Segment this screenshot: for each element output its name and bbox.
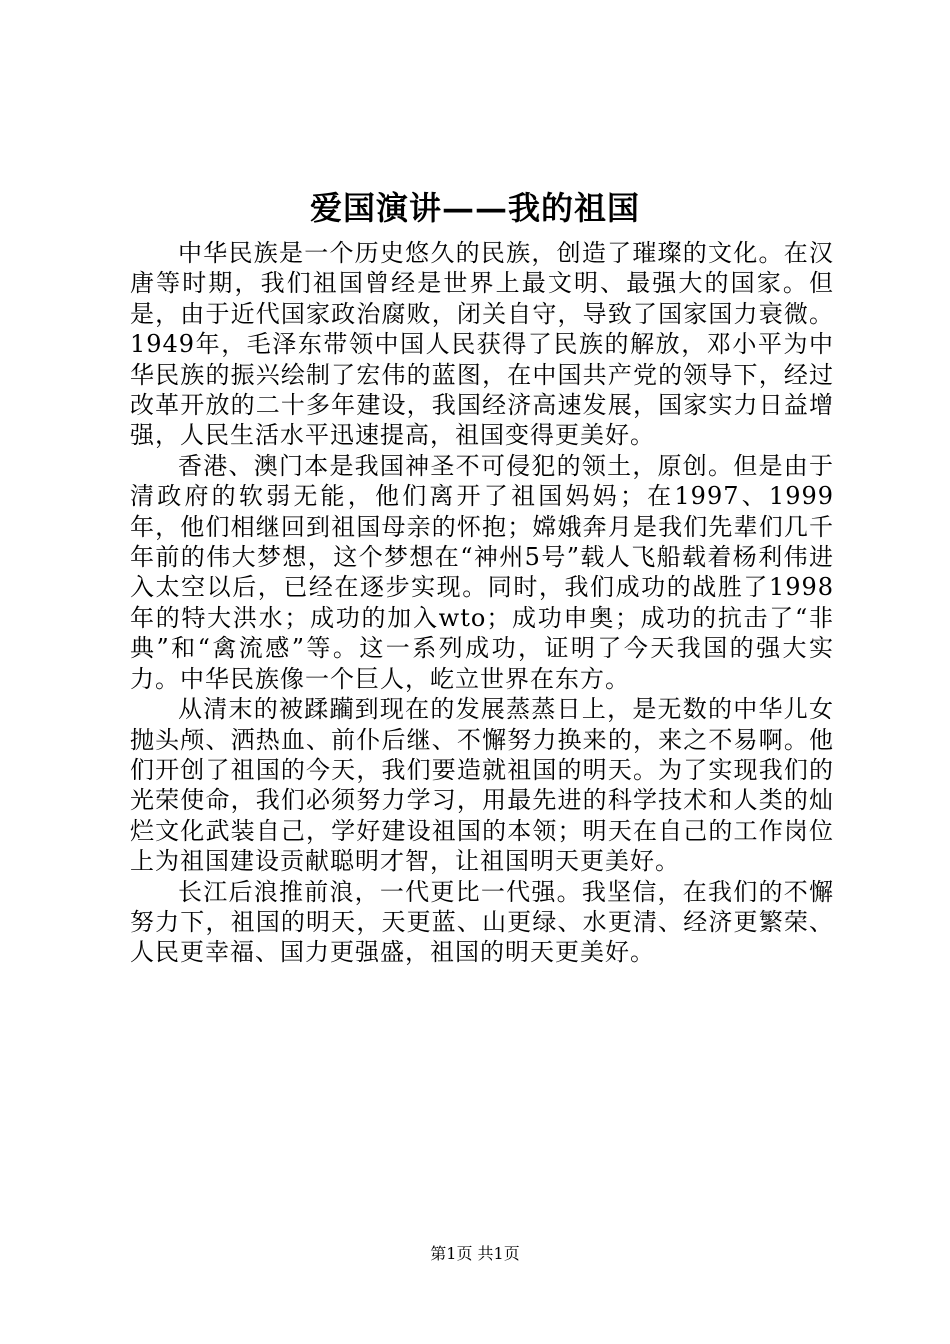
paragraph-1: 中华民族是一个历史悠久的民族，创造了璀璨的文化。在汉唐等时期，我们祖国曾经是世界上最文明、最强大的国家。但是，由于近代国家政治腐败，闭关自守，导致了国家国力衰微。1949年，毛泽东带领中国人民获得了民族的解放，邓小平为中华民族的振兴绘制了宏伟的蓝图，在中国共产党的领导下，经过改革开放的二十多年建设，我国经济高速发展，国家实力日益增强，人民生活水平迅速提高，祖国变得更美好。 <box>130 239 834 450</box>
document-title: 爱国演讲——我的祖国 <box>309 189 640 227</box>
paragraph-3: 从清末的被蹂躏到现在的发展蒸蒸日上，是无数的中华儿女抛头颅、洒热血、前仆后继、不懈努力换来的，来之不易啊。他们开创了祖国的今天，我们要造就祖国的明天。为了实现我们的光荣使命，我们必须努力学习，用最先进的科学技术和人类的灿烂文化武装自己，学好建设祖国的本领；明天在自己的工作岗位上为祖国建设贡献聪明才智，让祖国明天更美好。 <box>130 695 834 876</box>
paragraph-2: 香港、澳门本是我国神圣不可侵犯的领土，原创。但是由于清政府的软弱无能，他们离开了祖国妈妈；在1997、1999年，他们相继回到祖国母亲的怀抱；嫦娥奔月是我们先辈们几千年前的伟大梦想，这个梦想在“神州5号”载人飞船载着杨利伟进入太空以后，已经在逐步实现。同时，我们成功的战胜了1998年的特大洪水；成功的加入wto；成功申奥；成功的抗击了“非典”和“禽流感”等。这一系列成功，证明了今天我国的强大实力。中华民族像一个巨人，屹立世界在东方。 <box>130 451 834 693</box>
page-footer: 第1页 共1页 <box>430 1244 520 1263</box>
paragraph-4: 长江后浪推前浪，一代更比一代强。我坚信，在我们的不懈努力下，祖国的明天，天更蓝、山更绿、水更清、经济更繁荣、人民更幸福、国力更强盛，祖国的明天更美好。 <box>130 877 834 967</box>
document-body <box>130 238 834 968</box>
